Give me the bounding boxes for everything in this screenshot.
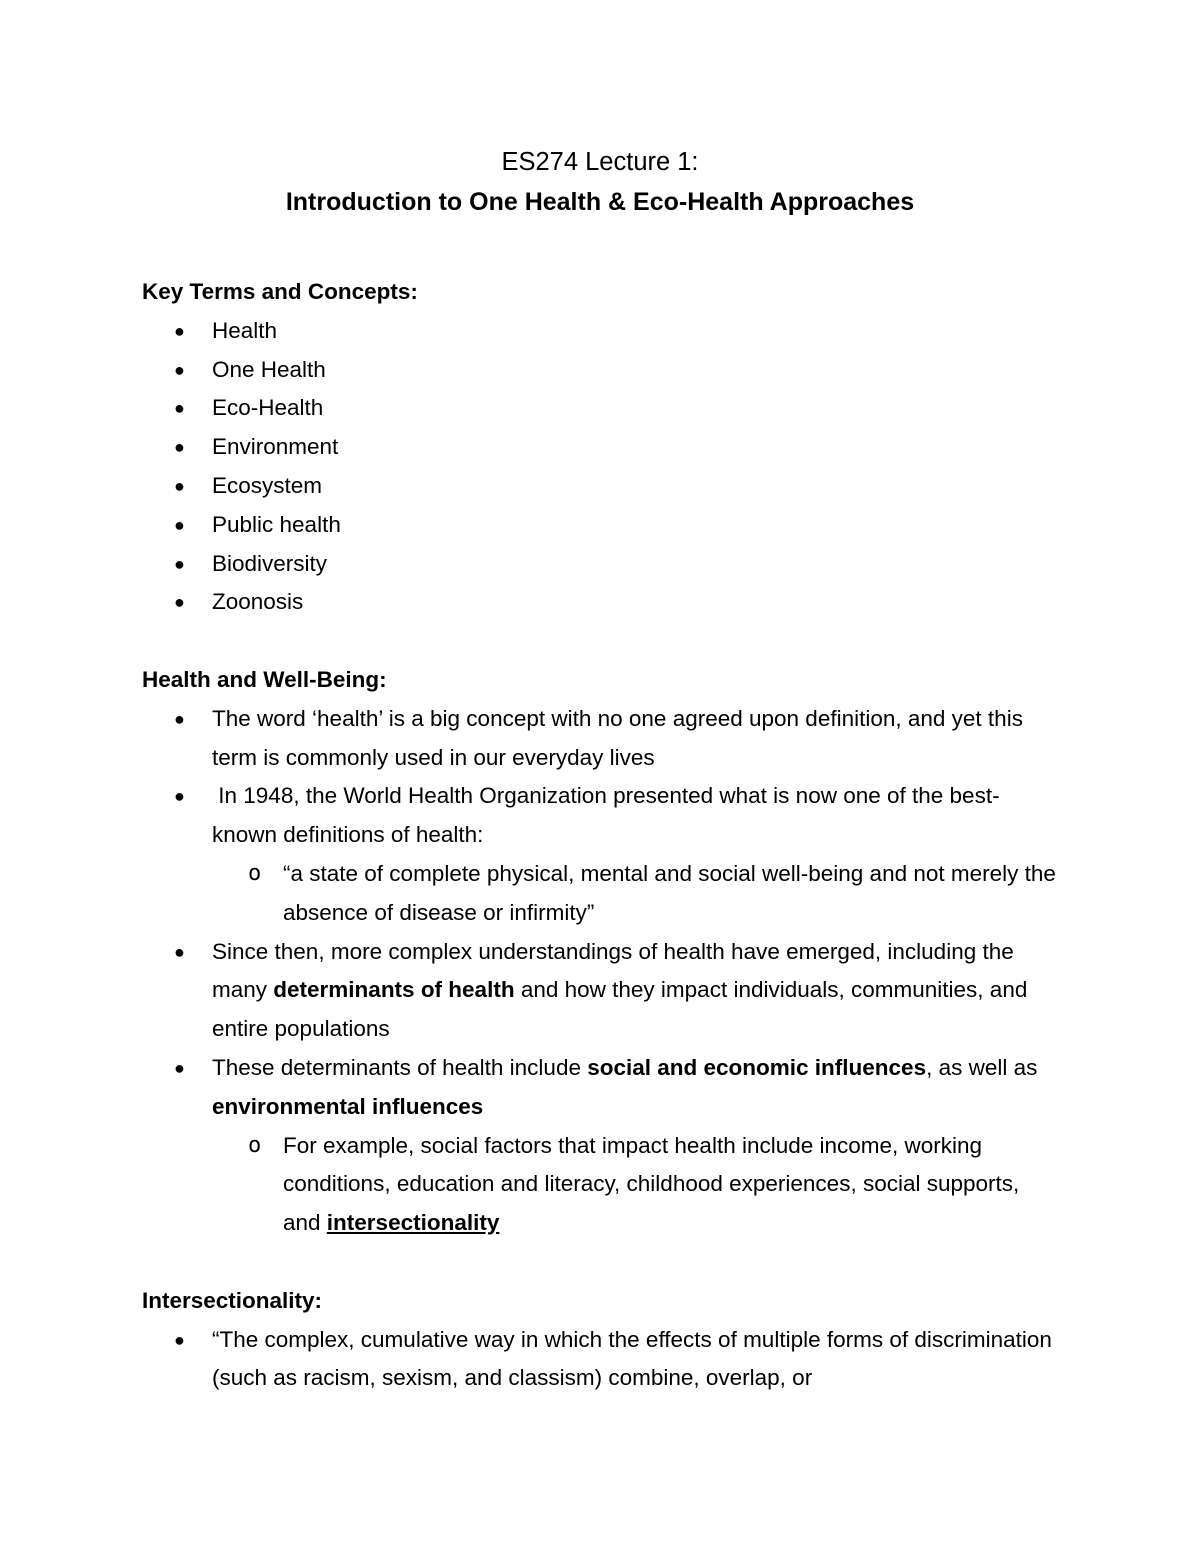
list-item-text: These determinants of health include (212, 1054, 588, 1080)
bold-term: determinants of health (273, 977, 515, 1003)
list-item-text: Since then, more complex understandings of health have emerged, including the many (212, 938, 1014, 1003)
sub-list-item (212, 1127, 1062, 1243)
intersectionality-heading: Intersectionality: (142, 1287, 323, 1313)
sub-bullet-icon: o (248, 1132, 262, 1158)
health-wellbeing-heading: Health and Well-Being: (142, 666, 387, 692)
list-item-text: “The complex, cumulative way in which the effects of multiple forms of discrimination (such as racism, sexism, and classism) combine, overlap, or (212, 1326, 1052, 1391)
bullet-icon: ● (174, 1329, 185, 1350)
list-item-text: Public health (212, 511, 341, 537)
list-item (142, 700, 1062, 778)
list-item-text: Biodiversity (212, 550, 328, 576)
list-item (142, 1049, 1062, 1243)
bullet-icon: ● (174, 553, 185, 574)
list-item (142, 933, 1062, 1049)
sub-bullet-icon: o (248, 860, 262, 886)
spacer (142, 1243, 1062, 1282)
bullet-icon: ● (174, 514, 185, 535)
spacer (142, 622, 1062, 661)
intersectionality-list (142, 1321, 1062, 1399)
list-item-text: Eco-Health (212, 395, 324, 421)
list-item-text: The word ‘health’ is a big concept with no one agreed upon definition, and yet this term is commonly used in our everyday lives (212, 705, 1023, 770)
list-item-text: In 1948, the World Health Organization presented what is now one of the best-known definitions of health: (212, 783, 1000, 848)
sub-list (212, 855, 1062, 933)
list-item (142, 545, 1062, 584)
list-item-text: , as well as (926, 1054, 1038, 1080)
list-item (142, 389, 1062, 428)
bullet-icon: ● (174, 708, 185, 729)
list-item-text: For example, social factors that impact health include income, working conditions, education and literacy, childhood experiences, social supports, and (283, 1132, 1020, 1236)
who-definition-quote: “a state of complete physical, mental and social well-being and not merely the absence of disease or infirmity” (283, 860, 1056, 925)
list-item-text: One Health (212, 356, 326, 382)
list-item (142, 777, 1062, 932)
document-body (142, 273, 1062, 1398)
bullet-icon: ● (174, 786, 185, 807)
list-item-text: Health (212, 317, 278, 343)
bullet-icon: ● (174, 475, 185, 496)
intersectionality-term: intersectionality (326, 1210, 500, 1236)
list-item-text: and how they impact individuals, communities, and entire populations (212, 977, 1028, 1042)
lecture-title: ES274 Lecture 1: (501, 148, 699, 176)
bullet-icon: ● (174, 941, 185, 962)
list-item-text: Ecosystem (212, 472, 323, 498)
list-item (142, 583, 1062, 622)
bullet-icon: ● (174, 592, 185, 613)
list-item (142, 506, 1062, 545)
lecture-subtitle: Introduction to One Health & Eco-Health Approaches (285, 188, 915, 216)
bullet-icon: ● (174, 320, 185, 341)
bullet-icon: ● (174, 1057, 185, 1078)
list-item (142, 351, 1062, 390)
key-terms-list (142, 312, 1062, 622)
key-terms-heading: Key Terms and Concepts: (142, 279, 418, 304)
list-item (142, 312, 1062, 351)
list-item-text: Environment (212, 434, 339, 460)
list-item-text: Zoonosis (212, 589, 304, 615)
sub-list (212, 1127, 1062, 1243)
list-item (142, 467, 1062, 506)
list-item (142, 1321, 1062, 1399)
list-item (142, 428, 1062, 467)
sub-list-item (212, 855, 1062, 933)
bold-term: environmental influences (212, 1093, 484, 1119)
bullet-icon: ● (174, 437, 185, 458)
bullet-icon: ● (174, 398, 185, 419)
bold-term: social and economic influences (587, 1054, 927, 1080)
title-block (0, 142, 1200, 222)
health-wellbeing-list (142, 700, 1062, 1243)
bullet-icon: ● (174, 359, 185, 380)
